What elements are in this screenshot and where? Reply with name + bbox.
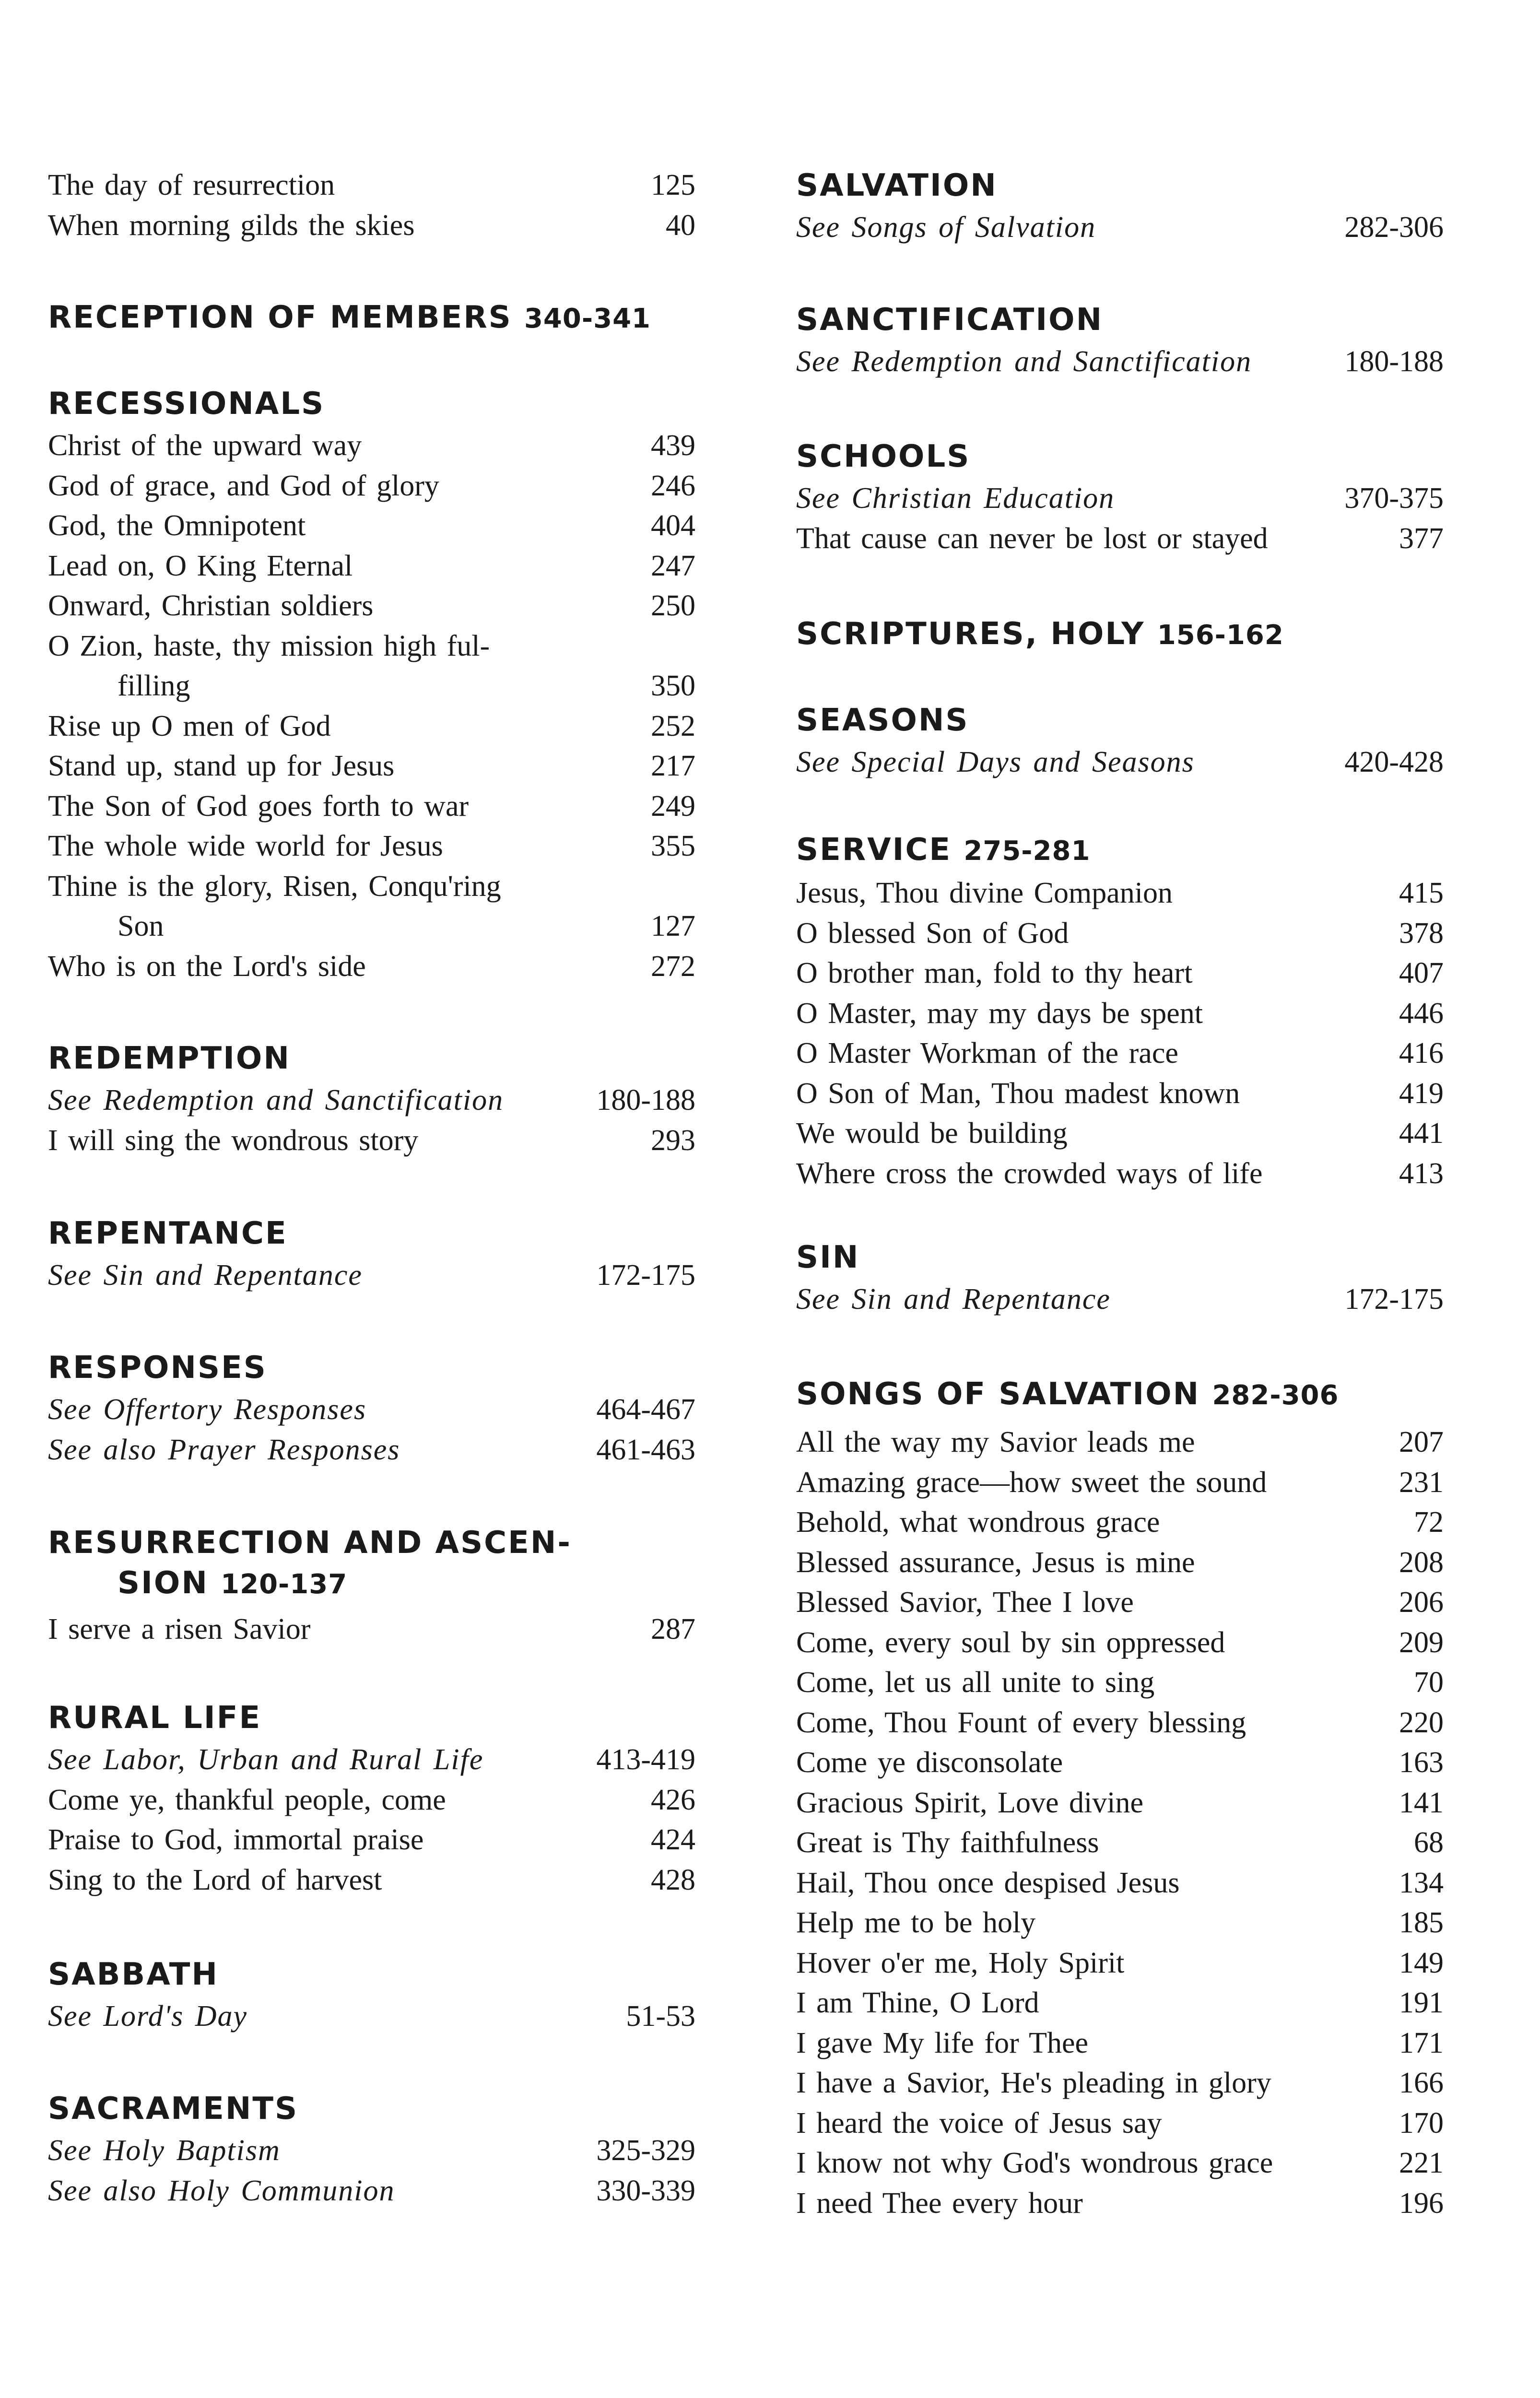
entry-number: 446 xyxy=(1399,997,1444,1030)
list-item xyxy=(48,1860,695,1901)
entry-number: 40 xyxy=(666,209,695,242)
heading-text: SONGS OF SALVATION xyxy=(796,1376,1200,1412)
entry-number: 209 xyxy=(1399,1626,1444,1659)
entry-title: Come, every soul by sin oppressed xyxy=(796,1626,1225,1659)
list-item xyxy=(796,1280,1444,1320)
entry-number: 420-428 xyxy=(1344,746,1444,778)
entry-title: I gave My life for Thee xyxy=(796,2026,1089,2059)
heading-text: SERVICE xyxy=(796,832,952,868)
section-schools xyxy=(796,436,1444,559)
entry-title: I have a Savior, He's pleading in glory xyxy=(796,2067,1271,2099)
section-heading: SACRAMENTS xyxy=(48,2091,299,2127)
entry-number: 370-375 xyxy=(1344,482,1444,515)
entry-number: 287 xyxy=(651,1613,695,1646)
list-item xyxy=(48,746,695,787)
entry-number: 413 xyxy=(1399,1157,1444,1190)
list-item xyxy=(796,1114,1444,1154)
section-reception-of-members xyxy=(48,297,695,341)
entry-number: 217 xyxy=(651,750,695,782)
entry-title: I will sing the wondrous story xyxy=(48,1124,419,1157)
section-heading: REDEMPTION xyxy=(48,1041,291,1076)
entry-title: I heard the voice of Jesus say xyxy=(796,2106,1162,2139)
list-item xyxy=(796,519,1444,559)
section-heading: RECESSIONALS xyxy=(48,386,325,422)
list-item xyxy=(48,826,695,867)
entry-number: 172-175 xyxy=(1344,1283,1444,1316)
section-heading: RESPONSES xyxy=(48,1350,267,1386)
list-item xyxy=(48,1997,695,2037)
entry-number: 330-339 xyxy=(596,2174,695,2207)
heading-number: 120-137 xyxy=(221,1569,348,1600)
list-item xyxy=(48,1390,695,1430)
entry-title: Christ of the upward way xyxy=(48,429,362,462)
list-item xyxy=(48,1820,695,1860)
list-item xyxy=(796,2023,1444,2064)
section-sabbath xyxy=(48,1954,695,2037)
list-item xyxy=(796,342,1444,382)
entry-title: That cause can never be lost or stayed xyxy=(796,522,1268,555)
entry-title-line: Thine is the glory, Risen, Conqu'ring xyxy=(48,870,501,903)
entry-number: 249 xyxy=(651,789,695,823)
list-item xyxy=(796,1983,1444,2023)
entry-number: 426 xyxy=(651,1783,695,1816)
entry-number: 125 xyxy=(651,169,695,201)
list-item xyxy=(796,1863,1444,1904)
heading-number: 340-341 xyxy=(524,303,651,334)
list-item xyxy=(48,787,695,827)
entry-number: 127 xyxy=(651,910,695,942)
entry-title xyxy=(48,867,600,947)
entry-title: Praise to God, immortal praise xyxy=(48,1823,424,1856)
entry-title: See Special Days and Seasons xyxy=(796,746,1195,778)
heading-text: RECEPTION OF MEMBERS xyxy=(48,300,512,335)
entry-title: I know not why God's wondrous grace xyxy=(796,2147,1273,2179)
entry-number: 231 xyxy=(1399,1466,1444,1499)
entry-title: Behold, what wondrous grace xyxy=(796,1506,1160,1539)
entry-number: 325-329 xyxy=(596,2134,695,2167)
heading-number: 275-281 xyxy=(964,835,1091,867)
entry-number: 163 xyxy=(1399,1746,1444,1779)
entry-title: Who is on the Lord's side xyxy=(48,950,366,983)
heading-text: RESURRECTION AND ASCEN- xyxy=(48,1525,572,1561)
list-item xyxy=(48,2171,695,2211)
heading-number: 156-162 xyxy=(1157,620,1284,651)
section-heading: SCHOOLS xyxy=(796,439,971,474)
list-item xyxy=(796,2143,1444,2184)
section-heading: SABBATH xyxy=(48,1957,219,1992)
heading-text: SCRIPTURES, HOLY xyxy=(796,616,1145,652)
list-item xyxy=(796,1583,1444,1623)
list-item xyxy=(48,165,695,206)
list-item xyxy=(796,2184,1444,2224)
list-item xyxy=(48,1610,695,1650)
entry-title: Sing to the Lord of harvest xyxy=(48,1863,382,1896)
entry-number: 180-188 xyxy=(596,1084,695,1117)
list-item xyxy=(796,1943,1444,1984)
entry-title: Come, let us all unite to sing xyxy=(796,1666,1155,1699)
entry-title: I am Thine, O Lord xyxy=(796,1987,1039,2019)
entry-title: Lead on, O King Eternal xyxy=(48,549,353,582)
entry-number: 51-53 xyxy=(626,2000,695,2033)
entry-title: See Songs of Salvation xyxy=(796,211,1096,244)
entry-title: See Holy Baptism xyxy=(48,2134,281,2167)
list-item xyxy=(796,1703,1444,1743)
section-resurrection-and-ascension xyxy=(48,1523,695,1650)
entry-number: 424 xyxy=(651,1823,695,1856)
entry-number: 166 xyxy=(1399,2067,1444,2099)
section-sin xyxy=(796,1237,1444,1320)
entry-number: 293 xyxy=(651,1124,695,1157)
entry-title: Come ye, thankful people, come xyxy=(48,1783,446,1816)
list-item xyxy=(48,1081,695,1121)
list-item xyxy=(48,466,695,506)
list-item xyxy=(796,1903,1444,1943)
list-item xyxy=(48,947,695,987)
entry-number: 252 xyxy=(651,709,695,742)
entry-title: See also Prayer Responses xyxy=(48,1433,400,1466)
list-item xyxy=(796,1503,1444,1543)
list-item xyxy=(48,706,695,747)
list-item xyxy=(48,1121,695,1161)
heading-text-continued xyxy=(48,1563,695,1605)
list-item xyxy=(796,1743,1444,1783)
entry-number: 207 xyxy=(1399,1426,1444,1458)
entry-title: O Son of Man, Thou madest known xyxy=(796,1077,1240,1110)
list-item xyxy=(48,506,695,546)
entry-title: I need Thee every hour xyxy=(796,2186,1083,2220)
entry-number: 171 xyxy=(1399,2026,1444,2059)
entry-number: 72 xyxy=(1414,1506,1444,1539)
section-recessionals xyxy=(48,384,695,987)
entry-title: God, the Omnipotent xyxy=(48,509,306,542)
entry-title: See also Holy Communion xyxy=(48,2174,395,2207)
section-heading xyxy=(48,297,695,339)
list-item xyxy=(796,1623,1444,1663)
list-item xyxy=(48,626,695,706)
entry-title: Hover o'er me, Holy Spirit xyxy=(796,1946,1125,1979)
entry-title-line: Son xyxy=(118,910,164,942)
entry-title: Blessed Savior, Thee I love xyxy=(796,1586,1134,1619)
entry-number: 134 xyxy=(1399,1866,1444,1899)
section-service xyxy=(796,830,1444,1194)
entry-number: 221 xyxy=(1399,2147,1444,2179)
entry-number: 282-306 xyxy=(1344,211,1444,244)
heading-number: 282-306 xyxy=(1212,1380,1339,1411)
entry-title: See Sin and Repentance xyxy=(48,1259,363,1292)
entry-title: See Sin and Repentance xyxy=(796,1283,1111,1316)
entry-title: Hail, Thou once despised Jesus xyxy=(796,1866,1180,1899)
entry-number: 355 xyxy=(651,830,695,862)
entry-title: See Offertory Responses xyxy=(48,1393,367,1426)
entry-title-line: filling xyxy=(118,670,190,702)
list-item xyxy=(796,1034,1444,1074)
entry-title-line: O Zion, haste, thy mission high ful- xyxy=(48,629,490,662)
list-item xyxy=(796,2063,1444,2104)
entry-number: 149 xyxy=(1399,1946,1444,1979)
section-repentance xyxy=(48,1213,695,1296)
section-heading: RURAL LIFE xyxy=(48,1700,262,1736)
entry-title: Come, Thou Fount of every blessing xyxy=(796,1706,1246,1739)
entry-number: 439 xyxy=(651,429,695,462)
section-scriptures-holy xyxy=(796,614,1444,658)
entry-number: 141 xyxy=(1399,1786,1444,1819)
section-heading: SEASONS xyxy=(796,703,969,738)
entry-number: 377 xyxy=(1399,522,1444,555)
entry-title: Help me to be holy xyxy=(796,1906,1036,1939)
entry-number: 272 xyxy=(651,950,695,983)
list-item xyxy=(796,1074,1444,1114)
list-item xyxy=(796,1823,1444,1863)
entry-title: I serve a risen Savior xyxy=(48,1613,311,1646)
entry-number: 220 xyxy=(1399,1706,1444,1739)
entry-number: 70 xyxy=(1414,1666,1444,1699)
entry-title: The day of resurrection xyxy=(48,169,335,201)
entry-number: 407 xyxy=(1399,957,1444,989)
section-redemption xyxy=(48,1038,695,1161)
section-heading: SALVATION xyxy=(796,168,998,203)
list-item xyxy=(796,953,1444,994)
entry-title: O Master Workman of the race xyxy=(796,1037,1178,1070)
entry-title: God of grace, and God of glory xyxy=(48,469,439,502)
entry-title: Rise up O men of God xyxy=(48,709,331,742)
entry-number: 196 xyxy=(1399,2186,1444,2220)
entry-number: 180-188 xyxy=(1344,345,1444,378)
entry-number: 246 xyxy=(651,469,695,502)
entry-number: 68 xyxy=(1414,1826,1444,1859)
list-item xyxy=(796,742,1444,783)
entry-number: 461-463 xyxy=(596,1433,695,1466)
entry-title: See Labor, Urban and Rural Life xyxy=(48,1743,484,1776)
section-heading xyxy=(48,1523,695,1605)
entry-title: Great is Thy faithfulness xyxy=(796,1826,1099,1859)
entry-number: 419 xyxy=(1399,1077,1444,1110)
list-item xyxy=(48,206,695,246)
list-item xyxy=(796,1463,1444,1503)
list-item xyxy=(796,1783,1444,1823)
section-responses xyxy=(48,1348,695,1470)
entry-title: We would be building xyxy=(796,1117,1068,1150)
section-salvation xyxy=(796,165,1444,248)
list-item xyxy=(48,1740,695,1780)
list-item xyxy=(796,1422,1444,1463)
entry-title: See Christian Education xyxy=(796,482,1115,515)
entry-number: 415 xyxy=(1399,877,1444,909)
list-item xyxy=(796,1154,1444,1194)
section-top-entries xyxy=(48,165,695,246)
entry-title: O brother man, fold to thy heart xyxy=(796,957,1193,989)
entry-number: 404 xyxy=(651,509,695,542)
entry-title: See Redemption and Sanctification xyxy=(48,1084,504,1117)
entry-number: 350 xyxy=(651,670,695,702)
entry-number: 416 xyxy=(1399,1037,1444,1070)
section-seasons xyxy=(796,700,1444,783)
entry-title: All the way my Savior leads me xyxy=(796,1426,1195,1458)
entry-title: Blessed assurance, Jesus is mine xyxy=(796,1546,1195,1579)
entry-title: See Lord's Day xyxy=(48,2000,248,2033)
entry-title xyxy=(48,626,600,706)
section-rural-life xyxy=(48,1698,695,1900)
entry-title: When morning gilds the skies xyxy=(48,209,415,242)
heading-text: SION xyxy=(118,1565,209,1601)
list-item xyxy=(796,479,1444,519)
list-item xyxy=(48,1256,695,1296)
section-heading xyxy=(796,1374,1444,1416)
list-item xyxy=(48,1430,695,1470)
entry-number: 413-419 xyxy=(596,1743,695,1776)
entry-title: The whole wide world for Jesus xyxy=(48,830,443,862)
entry-number: 170 xyxy=(1399,2106,1444,2139)
section-heading xyxy=(796,614,1444,656)
list-item xyxy=(796,914,1444,954)
entry-title: The Son of God goes forth to war xyxy=(48,789,469,823)
entry-title: O blessed Son of God xyxy=(796,917,1069,950)
entry-number: 191 xyxy=(1399,1987,1444,2019)
list-item xyxy=(48,2131,695,2171)
entry-title: O Master, may my days be spent xyxy=(796,997,1203,1030)
list-item xyxy=(48,426,695,466)
entry-number: 185 xyxy=(1399,1906,1444,1939)
entry-number: 247 xyxy=(651,549,695,582)
entry-number: 250 xyxy=(651,589,695,622)
section-sacraments xyxy=(48,2089,695,2211)
section-songs-of-salvation xyxy=(796,1374,1444,2223)
entry-number: 464-467 xyxy=(596,1393,695,1426)
entry-title: Gracious Spirit, Love divine xyxy=(796,1786,1143,1819)
entry-title: See Redemption and Sanctification xyxy=(796,345,1252,378)
section-heading: REPENTANCE xyxy=(48,1216,288,1251)
list-item xyxy=(796,1543,1444,1583)
list-item xyxy=(796,873,1444,914)
entry-number: 441 xyxy=(1399,1117,1444,1150)
section-heading: SANCTIFICATION xyxy=(796,302,1104,338)
entry-number: 172-175 xyxy=(596,1259,695,1292)
list-item xyxy=(48,1780,695,1821)
section-heading: SIN xyxy=(796,1240,860,1275)
entry-number: 378 xyxy=(1399,917,1444,950)
section-sanctification xyxy=(796,300,1444,382)
section-heading xyxy=(796,830,1444,871)
entry-title: Stand up, stand up for Jesus xyxy=(48,750,395,782)
entry-title: Jesus, Thou divine Companion xyxy=(796,877,1173,909)
list-item xyxy=(48,546,695,587)
list-item xyxy=(796,208,1444,248)
entry-number: 428 xyxy=(651,1863,695,1896)
entry-title: Onward, Christian soldiers xyxy=(48,589,374,622)
list-item xyxy=(48,867,695,947)
entry-title: Come ye disconsolate xyxy=(796,1746,1063,1779)
entry-title: Amazing grace—how sweet the sound xyxy=(796,1466,1267,1499)
entry-number: 206 xyxy=(1399,1586,1444,1619)
list-item xyxy=(796,994,1444,1034)
entry-number: 208 xyxy=(1399,1546,1444,1579)
entry-title: Where cross the crowded ways of life xyxy=(796,1157,1263,1190)
list-item xyxy=(48,586,695,626)
list-item xyxy=(796,1663,1444,1703)
list-item xyxy=(796,2104,1444,2144)
